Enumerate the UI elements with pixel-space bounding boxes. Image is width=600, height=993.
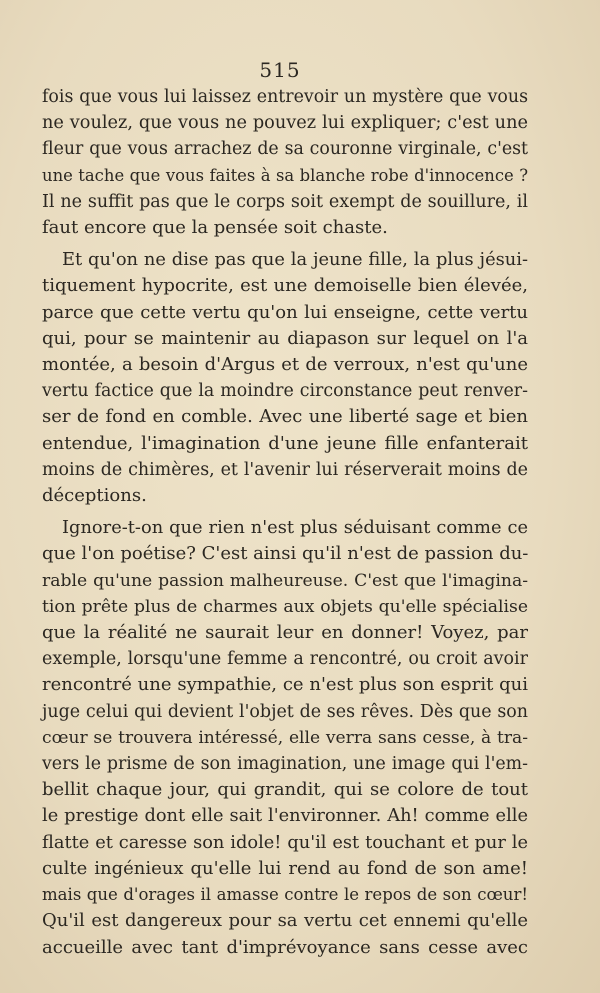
text-line: cœur se trouvera intéressé, elle verra sans cesse, à tra- [42, 727, 528, 748]
text-line: Ignore-t-on que rien n'est plus séduisant comme ce [62, 517, 528, 539]
text-line: bellit chaque jour, qui grandit, qui se colore de tout [42, 779, 528, 801]
text-line: une tache que vous faites à sa blanche robe d'innocence ? [42, 165, 528, 185]
text-line: tiquement hypocrite, est une demoiselle bien élevée, [42, 275, 528, 297]
text-line: le prestige dont elle sait l'environner. Ah! comme elle [42, 805, 528, 827]
text-line: montée, a besoin d'Argus et de verroux, n'est qu'une [42, 354, 528, 376]
body-text [42, 84, 528, 961]
text-line: ser de fond en comble. Avec une liberté sage et bien [42, 406, 528, 428]
text-line: que l'on poétise? C'est ainsi qu'il n'est de passion du- [42, 543, 529, 565]
page-number: 515 [259, 58, 301, 82]
text-line: ne voulez, que vous ne pouvez lui expliquer; c'est une [42, 113, 528, 134]
text-line: fleur que vous arrachez de sa couronne virginale, c'est [42, 139, 528, 160]
text-line: juge celui qui devient l'objet de ses rêves. Dès que son [42, 701, 528, 722]
text-line: mais que d'orages il amasse contre le repos de son cœur! [42, 885, 528, 905]
text-line: rencontré une sympathie, ce n'est plus son esprit qui [42, 674, 528, 696]
text-line: que la réalité ne saurait leur en donner! Voyez, par [42, 622, 528, 644]
text-line: tion prête plus de charmes aux objets qu'elle spécialise [42, 596, 528, 617]
text-line: vertu factice que la moindre circonstance peut renver- [42, 381, 528, 402]
text-line: vers le prisme de son imagination, une image qui l'em- [42, 754, 528, 775]
paragraph [42, 84, 528, 241]
text-line: Il ne suffit pas que le corps soit exempt de souillure, il [42, 191, 528, 212]
text-line: fois que vous lui laissez entrevoir un mystère que vous [42, 87, 528, 107]
text-line: moins de chimères, et l'avenir lui réserverait moins de [42, 459, 528, 480]
text-line: déceptions. [42, 485, 147, 507]
text-line: flatte et caresse son idole! qu'il est touchant et pur le [42, 831, 528, 853]
text-line: parce que cette vertu qu'on lui enseigne, cette vertu [42, 301, 528, 323]
text-line: Qu'il est dangereux pour sa vertu cet ennemi qu'elle [42, 910, 528, 932]
text-line: rable qu'une passion malheureuse. C'est que l'imagina- [42, 570, 528, 591]
text-line: exemple, lorsqu'une femme a rencontré, ou croit avoir [42, 649, 528, 670]
text-line: qui, pour se maintenir au diapason sur lequel on l'a [42, 327, 528, 349]
paragraph [42, 247, 528, 509]
text-line: entendue, l'imagination d'une jeune fille enfanterait [42, 432, 528, 454]
text-line: culte ingénieux qu'elle lui rend au fond de son ame! [42, 857, 528, 879]
paragraph [42, 515, 528, 960]
text-line: faut encore que la pensée soit chaste. [42, 217, 388, 239]
text-line: accueille avec tant d'imprévoyance sans cesse avec [42, 936, 528, 958]
text-line: Et qu'on ne dise pas que la jeune fille, la plus jésui- [62, 249, 528, 271]
